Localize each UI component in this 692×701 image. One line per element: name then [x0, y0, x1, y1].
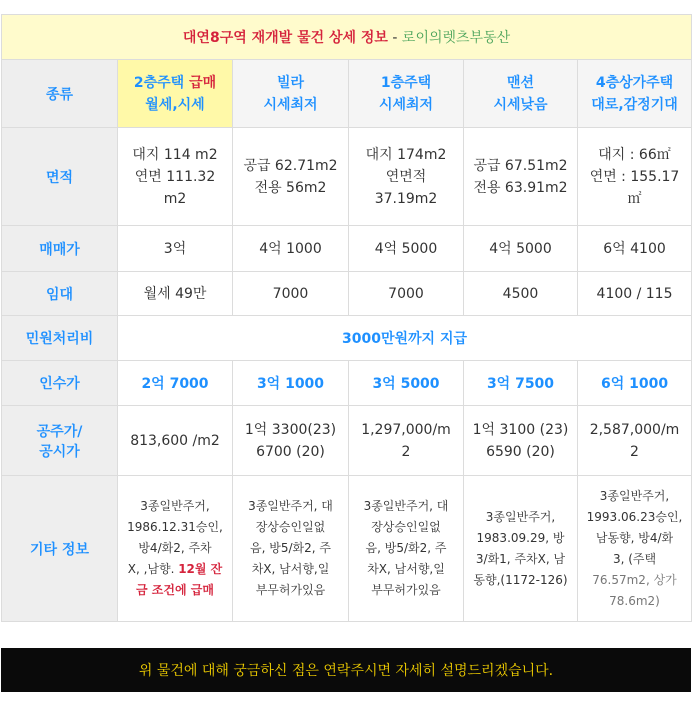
title-row — [2, 15, 692, 60]
official-price-row — [2, 406, 692, 476]
etc-cell-2: 3종일반주거, 대 장상승인일없 음, 방5/화2, 주 차X, 남서향,일 부무허가있음 — [233, 476, 349, 622]
row-label-price: 매매가 — [2, 226, 118, 272]
title-separator: - — [387, 30, 402, 46]
official-cell-5: 2,587,000/m 2 — [578, 406, 692, 476]
contact-footer-banner — [1, 648, 691, 692]
area-cell-3: 대지 174m2 연면적 37.19m2 — [349, 128, 464, 226]
column-header-5: 4층상가주택 대로,감정기대 — [578, 60, 692, 128]
rent-cell-4: 4500 — [464, 272, 578, 316]
area-cell-2: 공급 62.71m2 전용 56m2 — [233, 128, 349, 226]
rent-cell-1: 월세 49만 — [118, 272, 233, 316]
price-cell-3: 4억 5000 — [349, 226, 464, 272]
row-label-official: 공주가/ 공시가 — [2, 406, 118, 476]
price-cell-5: 6억 4100 — [578, 226, 692, 272]
column-header-1: 2층주택 급매 월세,시세 — [118, 60, 233, 128]
official-cell-3: 1,297,000/m 2 — [349, 406, 464, 476]
row-label-etc: 기타 정보 — [2, 476, 118, 622]
column-header-4: 맨션 시세낮음 — [464, 60, 578, 128]
footer-text: 위 물건에 대해 궁금하신 점은 연락주시면 자세히 설명드리겠습니다. — [138, 663, 554, 679]
fee-row — [2, 316, 692, 361]
area-cell-5: 대지 : 66㎡ 연면 : 155.17 ㎡ — [578, 128, 692, 226]
area-cell-4: 공급 67.51m2 전용 63.91m2 — [464, 128, 578, 226]
title-main: 대연8구역 재개발 물건 상세 정보 — [182, 30, 388, 46]
property-detail-table — [1, 14, 692, 622]
area-cell-1: 대지 114 m2 연면 111.32 m2 — [118, 128, 233, 226]
column-header-2: 빌라 시세최저 — [233, 60, 349, 128]
takeover-cell-2: 3억 1000 — [233, 361, 349, 406]
table-title — [2, 15, 692, 60]
row-label-rent: 임대 — [2, 272, 118, 316]
takeover-cell-4: 3억 7500 — [464, 361, 578, 406]
price-cell-2: 4억 1000 — [233, 226, 349, 272]
row-label-area: 면적 — [2, 128, 118, 226]
rent-row — [2, 272, 692, 316]
official-cell-2: 1억 3300(23) 6700 (20) — [233, 406, 349, 476]
area-row — [2, 128, 692, 226]
row-label-type: 종류 — [2, 60, 118, 128]
etc-cell-1: 3종일반주거, 1986.12.31승인, 방4/화2, 주차 X, ,남향. 12월 잔 금 조건에 급매 — [118, 476, 233, 622]
takeover-cell-1: 2억 7000 — [118, 361, 233, 406]
etc-row — [2, 476, 692, 622]
official-cell-4: 1억 3100 (23) 6590 (20) — [464, 406, 578, 476]
etc-cell-5: 3종일반주거, 1993.06.23승인, 남동향, 방4/화 3, (주택 76.57m2, 상가 78.6m2) — [578, 476, 692, 622]
official-cell-1: 813,600 /m2 — [118, 406, 233, 476]
takeover-cell-5: 6억 1000 — [578, 361, 692, 406]
rent-cell-5: 4100 / 115 — [578, 272, 692, 316]
column-header-3: 1층주택 시세최저 — [349, 60, 464, 128]
takeover-row — [2, 361, 692, 406]
price-row — [2, 226, 692, 272]
takeover-cell-3: 3억 5000 — [349, 361, 464, 406]
etc-cell-4: 3종일반주거, 1983.09.29, 방 3/화1, 주차X, 남 동향,(1172-126) — [464, 476, 578, 622]
price-cell-4: 4억 5000 — [464, 226, 578, 272]
etc-cell-3: 3종일반주거, 대 장상승인일없 음, 방5/화2, 주 차X, 남서향,일 부무허가있음 — [349, 476, 464, 622]
property-detail-table-wrapper — [1, 14, 691, 622]
fee-cell: 3000만원까지 지급 — [118, 316, 692, 361]
price-cell-1: 3억 — [118, 226, 233, 272]
row-label-fee: 민원처리비 — [2, 316, 118, 361]
type-row — [2, 60, 692, 128]
row-label-takeover: 인수가 — [2, 361, 118, 406]
rent-cell-3: 7000 — [349, 272, 464, 316]
title-agency: 로이의렛츠부동산 — [401, 30, 511, 46]
rent-cell-2: 7000 — [233, 272, 349, 316]
